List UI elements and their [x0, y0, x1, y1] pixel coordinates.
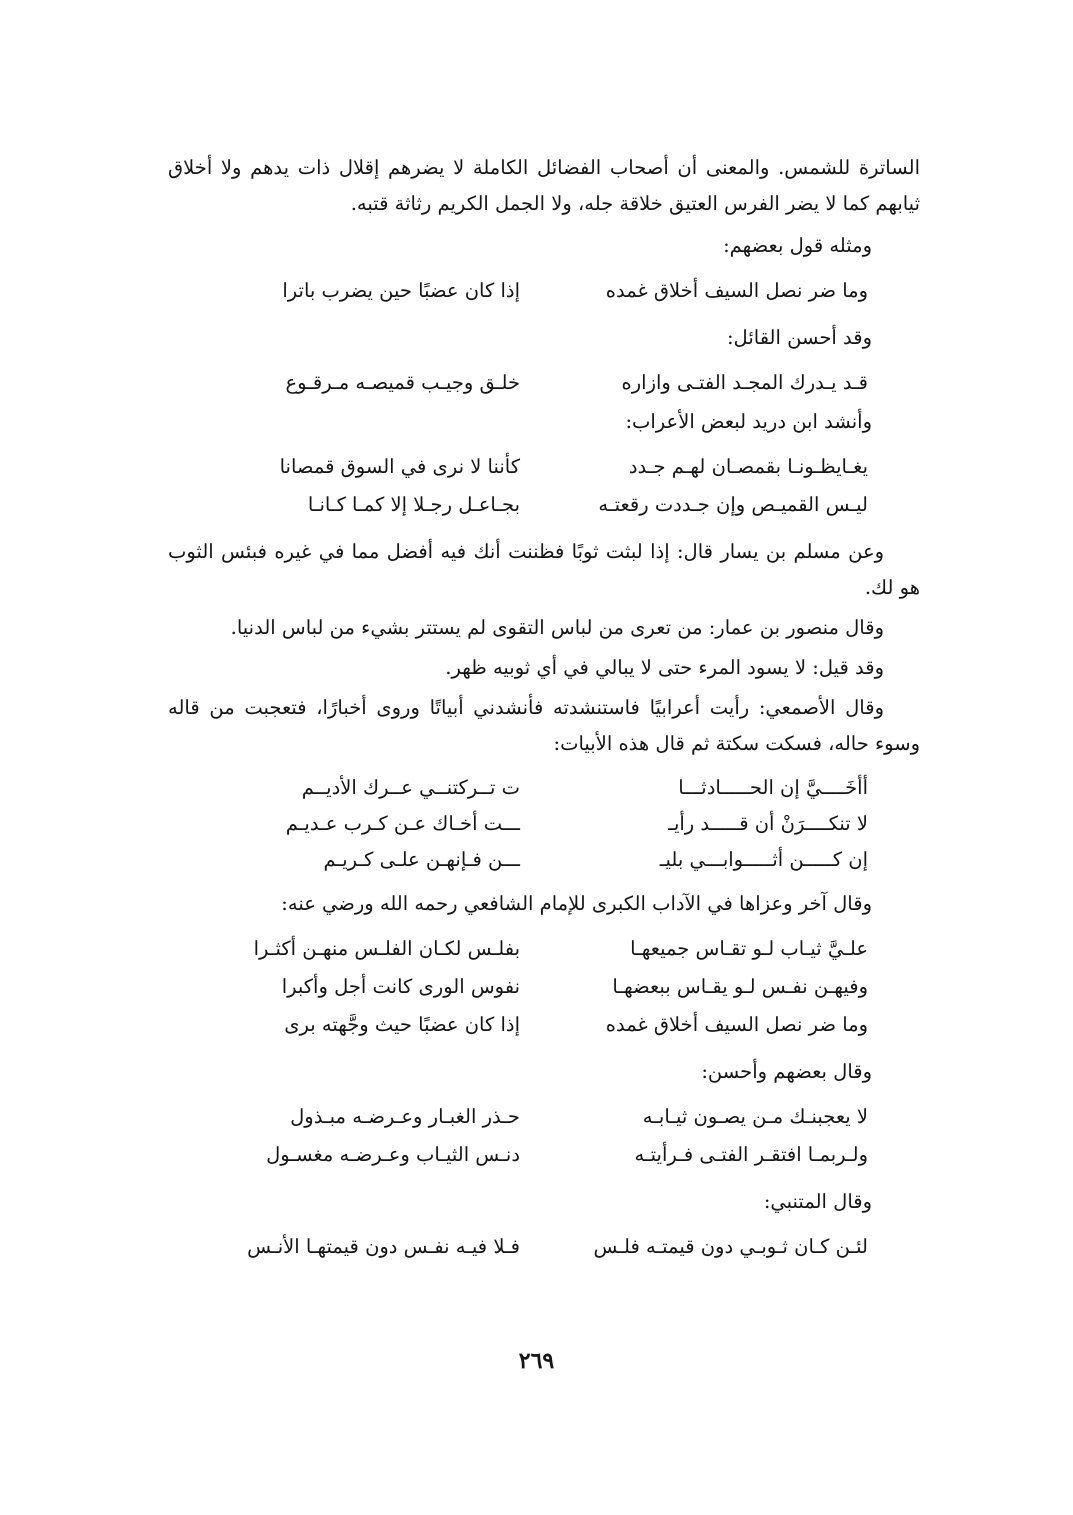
verse-line: [168, 770, 920, 806]
paragraph-4: وقد قيل: لا يسود المرء حتى لا يبالي في أي ثوبيه ظهر.: [445, 656, 884, 679]
intro-line-2: وقد أحسن القائل:: [726, 326, 872, 349]
verse-second-hemistich: دنـس الثيـاب وعـرضـه مغسـول: [266, 1143, 520, 1166]
verse-second-hemistich: حـذر الغبـار وعـرضـه مبـذول: [290, 1105, 520, 1128]
verse-line: [168, 842, 920, 878]
paragraph-5: وقال الأصمعي: رأيت أعرابيًا فاستنشدته فأنشدني أبياتًا وروى أخبارًا، فتعجبت من قاله وسوء حاله، فسكت سكتة ثم قال هذه الأبيات:: [168, 696, 920, 755]
verse-second-hemistich: ت تــركتنــي عــرك الأديــم: [301, 776, 520, 799]
verse-group-4: [168, 770, 920, 878]
verse-line: [168, 486, 920, 524]
verse-second-hemistich: إذا كان عضبًا حيث وجَّهته برى: [284, 1013, 520, 1036]
verse-group-1: [168, 272, 920, 310]
verse-line: [168, 1228, 920, 1266]
intro-line-3: وأنشد ابن دريد لبعض الأعراب:: [625, 410, 872, 433]
verse-first-hemistich: أأخَــــيَّ إن الحـــــادثـــا: [678, 776, 868, 799]
verse-second-hemistich: فـلا فيـه نفـس دون قيمتهـا الأنـس: [247, 1235, 520, 1258]
paragraph-1: الساترة للشمس. والمعنى أن أصحاب الفضائل الكاملة لا يضرهم إقلال ذات يدهم ولا أخلاق ثيابهم كما لا يضر الفرس العتيق خلاقة جله، ولا الجمل الكريم رثاثة قتبه.: [168, 156, 920, 215]
verse-line: [168, 448, 920, 486]
page-content: [168, 150, 920, 1276]
intro-line-5: وقال بعضهم وأحسن:: [701, 1060, 872, 1083]
verse-second-hemistich: بجـاعـل رجـلا إلا كمـا كـانـا: [307, 493, 520, 516]
verse-line: [168, 930, 920, 968]
verse-group-5: [168, 930, 920, 1044]
paragraph-2: وعن مسلم بن يسار قال: إذا لبثت ثوبًا فظننت أنك فيه أفضل مما في غيره فبئس الثوب هو لك.: [168, 540, 920, 599]
verse-line: [168, 364, 920, 402]
intro-line-6: وقال المتنبي:: [763, 1190, 872, 1213]
verse-first-hemistich: علـيَّ ثيـاب لـو تقـاس جميعهـا: [630, 937, 868, 960]
paragraph-3: وقال منصور بن عمار: من تعرى من لباس التقوى لم يستتر بشيء من لباس الدنيا.: [230, 616, 884, 639]
verse-first-hemistich: لئـن كـان ثـوبـي دون قيمتـه فلـس: [593, 1235, 868, 1258]
verse-line: [168, 1006, 920, 1044]
verse-second-hemistich: إذا كان عضبًا حين يضرب باترا: [282, 279, 520, 302]
intro-line-1: ومثله قول بعضهم:: [723, 234, 872, 257]
verse-second-hemistich: بفلـس لكـان الفلـس منهـن أكثـرا: [253, 937, 520, 960]
verse-second-hemistich: ـــت أخـاك عـن كـرب عـديـم: [285, 812, 520, 835]
verse-line: [168, 806, 920, 842]
verse-line: [168, 968, 920, 1006]
page-number: ٢٦٩: [518, 1348, 555, 1374]
verse-group-6: [168, 1098, 920, 1174]
verse-first-hemistich: ولـربمـا افتقـر الفتـى فـرأيتـه: [634, 1143, 868, 1166]
verse-group-3: [168, 448, 920, 524]
verse-second-hemistich: نفوس الورى كانت أجل وأكبرا: [281, 975, 520, 998]
verse-second-hemistich: ـــن فـإنهـن علـى كـريـم: [323, 848, 520, 871]
verse-second-hemistich: خلـق وجيـب قميصـه مـرقـوع: [285, 371, 520, 394]
verse-group-7: [168, 1228, 920, 1266]
verse-first-hemistich: لا تنكــــرَنْ أن قـــــد رأيـ: [668, 812, 868, 835]
verse-first-hemistich: لا يعجبنـك مـن يصـون ثيـابـه: [642, 1105, 868, 1128]
verse-first-hemistich: وفيهـن نفـس لـو يقـاس ببعضهـا: [612, 975, 868, 998]
verse-second-hemistich: كأننا لا نرى في السوق قمصانا: [279, 455, 520, 478]
verse-first-hemistich: إن كـــــن أثـــــوابـــي بليـ: [659, 848, 868, 871]
verse-line: [168, 1136, 920, 1174]
verse-first-hemistich: وما ضر نصل السيف أخلاق غمده: [605, 1013, 868, 1036]
verse-first-hemistich: يغـايظـونـا بقمصـان لهـم جـدد: [628, 455, 868, 478]
verse-line: [168, 1098, 920, 1136]
verse-line: [168, 272, 920, 310]
verse-first-hemistich: ليـس القميـص وإن جـددت رقعتـه: [598, 493, 868, 516]
verse-first-hemistich: وما ضر نصل السيف أخلاق غمده: [605, 279, 868, 302]
verse-first-hemistich: قـد يـدرك المجـد الفتـى وازاره: [621, 371, 868, 394]
verse-group-2: [168, 364, 920, 402]
intro-line-4: وقال آخر وعزاها في الآداب الكبرى للإمام الشافعي رحمه الله ورضي عنه:: [281, 892, 872, 915]
